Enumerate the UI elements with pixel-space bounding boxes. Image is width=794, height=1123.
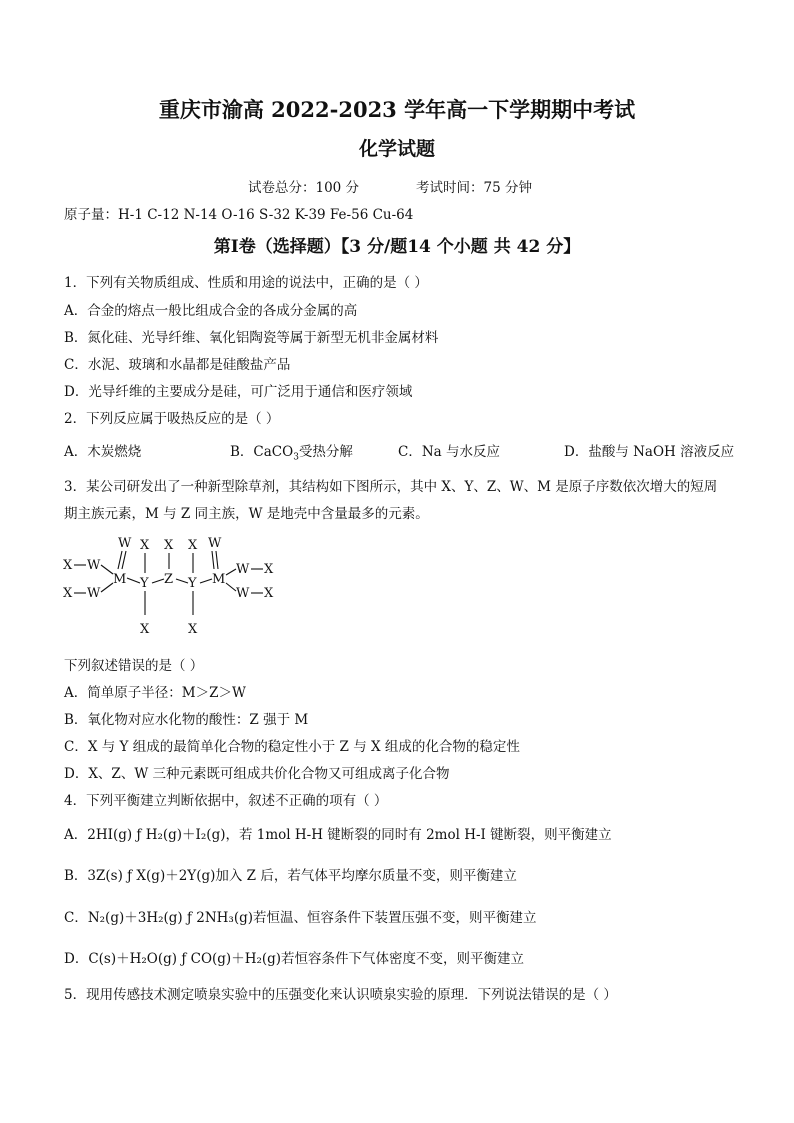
q2-option-b [230,440,353,463]
atom-w: W [236,586,250,601]
bond [101,583,113,592]
q3-option-c: C．X 与 Y 组成的最简单化合物的稳定性小于 Z 与 X 组成的化合物的稳定性 [64,739,520,755]
atom-w: W [87,586,101,601]
q4-option-b: B．3Z(s) ƒ X(g)＋2Y(g)加入 Z 后，若气体平均摩尔质量不变，则平衡建立 [64,868,517,884]
molecular-structure-diagram [60,533,290,641]
q1-option-c: C．水泥、玻璃和水晶都是硅酸盐产品 [64,357,291,373]
bond [200,579,212,583]
q2-option-a: A．木炭燃烧 [64,444,142,460]
atom-x: X [264,562,274,577]
q2-stem: 2．下列反应属于吸热反应的是（ ） [64,411,280,427]
total-score: 试卷总分：100 分 [248,180,360,196]
atom-x: X [140,622,150,637]
atom-w: W [208,536,222,551]
exam-time: 考试时间：75 分钟 [416,180,532,196]
bond [226,569,236,575]
q1-option-b: B．氮化硅、光导纤维、氧化铝陶瓷等属于新型无机非金属材料 [64,330,439,346]
atom-w: W [87,558,101,573]
atom-x: X [164,538,174,553]
q4-option-d: D．C(s)＋H₂O(g) ƒ CO(g)＋H₂(g)若恒容条件下气体密度不变，则平衡建立 [64,951,525,967]
q1-option-a: A．合金的熔点一般比组成合金的各成分金属的高 [64,303,358,319]
atom-y: Y [188,576,197,591]
atom-x: X [63,586,73,601]
bond [127,578,140,583]
atom-x: X [140,538,150,553]
q2-option-b-suffix: 受热分解 [298,444,353,460]
atom-x: X [188,622,198,637]
bond [176,579,188,583]
q2-option-b-sub: 3 [293,452,299,463]
section-heading: 第Ⅰ卷（选择题）【3 分/题14 个小题 共 42 分】 [213,237,581,257]
atom-m: M [113,572,127,587]
exam-subtitle: 化学试题 [358,138,435,160]
q1-option-d: D．光导纤维的主要成分是硅，可广泛用于通信和医疗领域 [64,384,413,400]
double-bond [212,551,214,569]
atom-w: W [236,562,250,577]
double-bond [122,551,126,569]
q2-option-b-prefix: B．CaCO [230,444,294,460]
atom-x: X [264,586,274,601]
atom-m: M [212,572,226,587]
double-bond [216,551,218,569]
q3-option-b: B．氧化物对应水化物的酸性：Z 强于 M [64,712,309,728]
atom-x: X [63,558,73,573]
bond [226,583,236,591]
q3-option-a: A．简单原子半径：M＞Z＞W [64,685,246,701]
atom-z: Z [164,572,174,587]
atom-y: Y [140,576,149,591]
exam-title: 重庆市渝高 2022-2023 学年高一下学期期中考试 [158,97,636,122]
q3-stem-line1: 3．某公司研发出了一种新型除草剂，其结构如下图所示，其中 X、Y、Z、W、M 是原子序数依次增大的短周 [64,479,718,495]
atom-w: W [118,536,132,551]
atom-x: X [188,538,198,553]
q5-stem: 5．现用传感技术测定喷泉实验中的压强变化来认识喷泉实验的原理．下列说法错误的是（ ） [64,987,617,1003]
q3-ask: 下列叙述错误的是（ ） [64,658,204,674]
double-bond [118,551,122,569]
q2-option-d: D．盐酸与 NaOH 溶液反应 [564,444,735,460]
atomic-masses: 原子量：H-1 C-12 N-14 O-16 S-32 K-39 Fe-56 Cu-64 [64,207,414,223]
bond [101,565,113,574]
q3-stem-line2: 期主族元素，M 与 Z 同主族，W 是地壳中含量最多的元素。 [64,506,429,522]
q3-option-d: D．X、Z、W 三种元素既可组成共价化合物又可组成离子化合物 [64,766,450,782]
q4-stem: 4．下列平衡建立判断依据中，叙述不正确的项有（ ） [64,793,388,809]
q1-stem: 1．下列有关物质组成、性质和用途的说法中，正确的是（ ） [64,275,428,291]
q4-option-a: A．2HI(g) ƒ H₂(g)＋I₂(g)，若 1mol H-H 键断裂的同时有 2mol H-I 键断裂，则平衡建立 [64,827,612,843]
bond [152,579,164,583]
q4-option-c: C．N₂(g)＋3H₂(g) ƒ 2NH₃(g)若恒温、恒容条件下装置压强不变，则平衡建立 [64,910,537,926]
q2-option-c: C．Na 与水反应 [398,444,500,460]
